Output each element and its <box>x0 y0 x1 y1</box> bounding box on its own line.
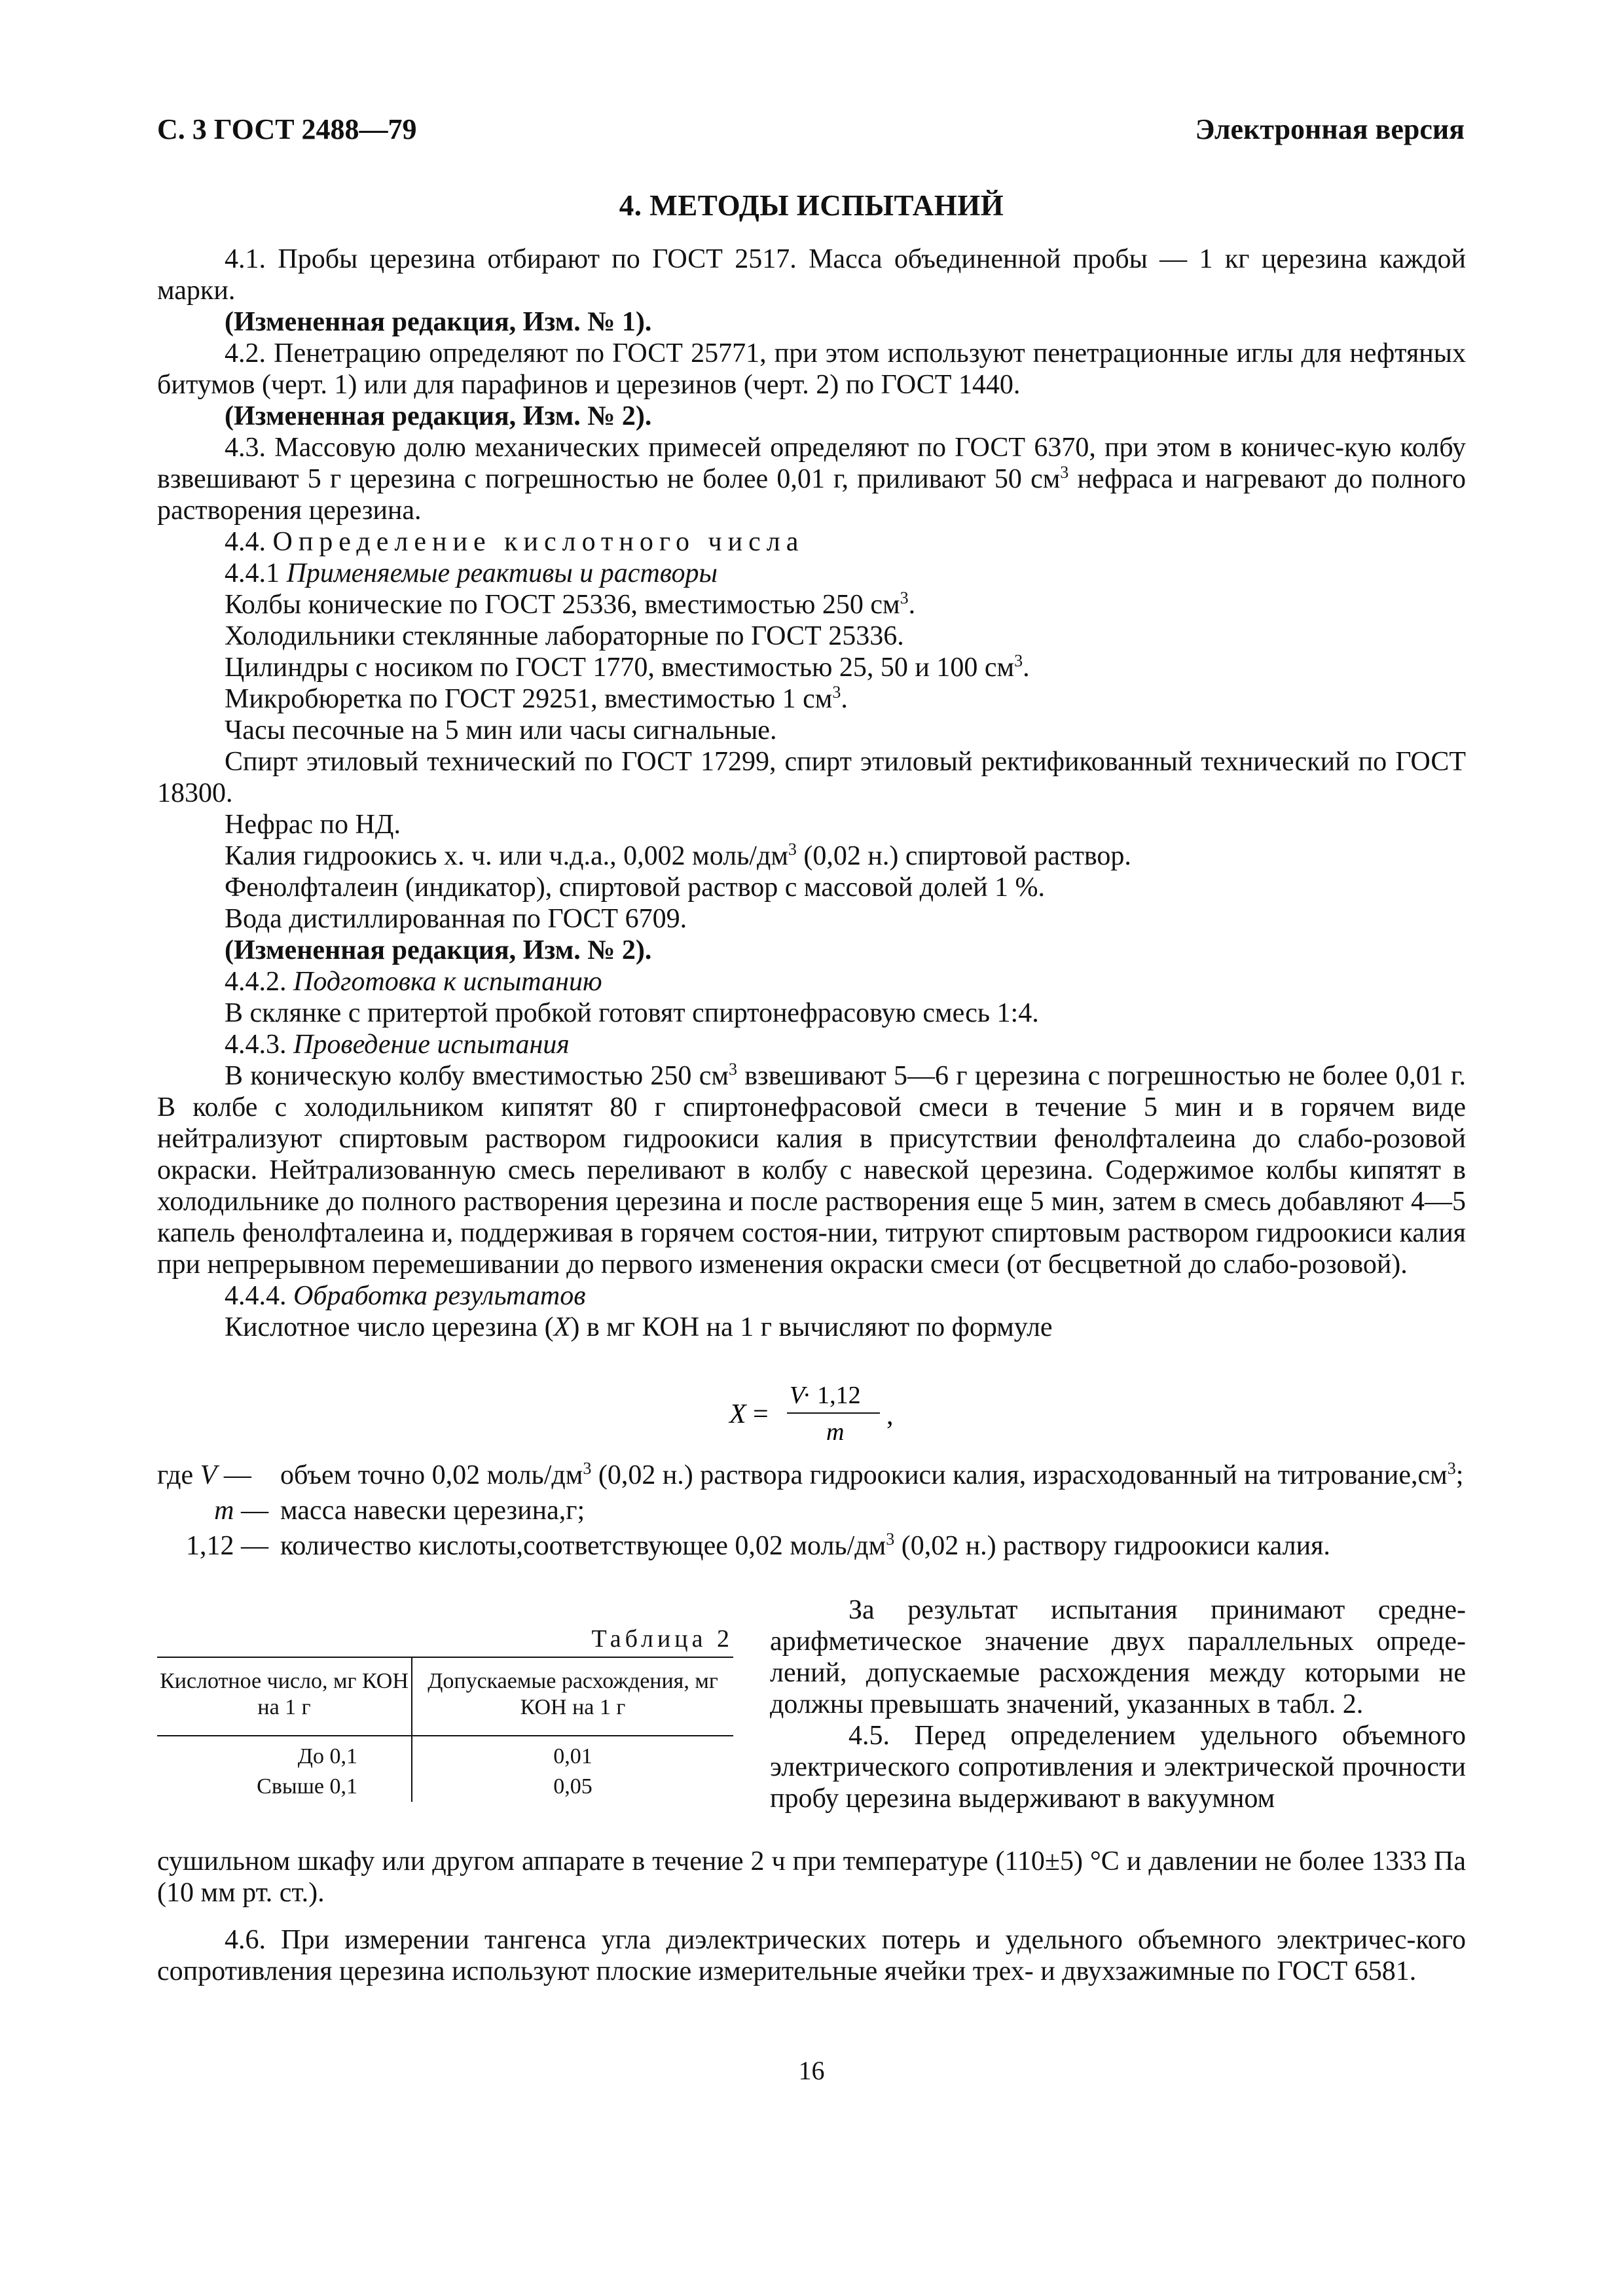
var-x: X <box>553 1312 571 1342</box>
result-column <box>770 1594 1466 1814</box>
para-4-4-2-title: Подготовка к испытанию <box>293 967 602 997</box>
para-4-4-3-num: 4.4.3. <box>225 1030 293 1060</box>
formula-equals: = <box>753 1399 769 1429</box>
para-4-4-4-num: 4.4.4. <box>225 1281 293 1311</box>
period: . <box>841 684 848 714</box>
para-4-5-b: сушильном шкафу или другом аппарате в течение 2 ч при температуре (110±5) °С и давлении не более 1333 Па (10 мм рт. ст.). <box>157 1846 1466 1908</box>
superscript: 3 <box>728 1060 737 1079</box>
para-4-1: 4.1. Пробы церезина отбирают по ГОСТ 2517. Масса объединенной пробы — 1 кг церезина каждой марки. <box>157 244 1466 306</box>
table-2 <box>157 1657 733 1802</box>
legend-v-symbol <box>157 1460 268 1491</box>
para-4-4-3-b: взвешивают 5—6 г церезина с погрешностью не более 0,01 г. В колбе с холодильником кипятят 80 г спиртонефрасовой смеси в течение 5 мин и в горячем виде нейтрализуют спиртовым раствором гидроокиси калия в присутствии фенолфталеина до слабо-розовой окраски. Нейтрализованную смесь переливают в колбу с навеской церезина. Содержимое колбы кипятят в холодильнике до полного растворения церезина и после растворения еще 5 мин, затем в смесь добавляют 4—5 капель фенолфталеина и, поддерживая в горячем состоя-нии, титруют спиртовым раствором гидроокиси калия при непрерывном перемешивании до первого изменения окраски смеси (от бесцветной до слабо-розовой). <box>157 1061 1466 1280</box>
para-4-4-3-a: В коническую колбу вместимостью 250 см <box>225 1061 729 1091</box>
header-doc-ref: С. 3 ГОСТ 2488—79 <box>157 113 417 145</box>
para-4-4 <box>157 526 1466 558</box>
formula-numerator: · 1,12 <box>803 1382 861 1409</box>
legend-v-a: объем точно 0,02 моль/дм <box>280 1460 583 1490</box>
superscript: 3 <box>832 683 841 702</box>
table-cell: 0,05 <box>412 1772 733 1802</box>
para-4-4-4 <box>157 1280 1466 1312</box>
reagent-nefras: Нефрас по НД. <box>225 810 401 840</box>
section-title: 4. МЕТОДЫ ИСПЫТАНИЙ <box>619 189 1004 222</box>
page-number: 16 <box>798 2056 825 2085</box>
legend-symbol-112: 1,12 <box>186 1531 234 1561</box>
reagent-clock: Часы песочные на 5 мин или часы сигнальные. <box>225 715 777 745</box>
table-cell: До 0,1 <box>297 1744 357 1768</box>
reagent-flasks <box>157 589 1466 620</box>
legend-symbol-m: m <box>214 1496 234 1526</box>
para-4-4-4-b: ) в мг КОН на 1 г вычисляют по формуле <box>570 1312 1053 1342</box>
legend-m <box>157 1495 1466 1526</box>
para-4-4-3-text <box>157 1060 1466 1280</box>
table-header-acid-number: Кислотное число, мг КОН на 1 г <box>157 1657 412 1736</box>
legend-v <box>157 1460 1466 1491</box>
formula-numerator-v: V <box>790 1382 805 1409</box>
reagent-condensers: Холодильники стеклянные лабораторные по ГОСТ 25336. <box>225 621 904 651</box>
table-cell: Свыше 0,1 <box>257 1774 357 1799</box>
para-4-4-2-num: 4.4.2. <box>225 967 293 997</box>
reagent-flasks-text: Колбы конические по ГОСТ 25336, вместимостью 250 см <box>225 590 900 620</box>
period: . <box>1023 653 1030 683</box>
header-version: Электронная версия <box>1195 113 1465 145</box>
formula-lhs: X <box>729 1399 746 1429</box>
legend-symbol-v: V <box>200 1460 217 1490</box>
legend-112-b: (0,02 н.) раствору гидроокиси калия. <box>894 1531 1330 1561</box>
reagent-microburette <box>157 683 1466 715</box>
legend-dash: — <box>234 1496 268 1526</box>
table-row <box>157 1772 733 1802</box>
legend-112-text <box>280 1530 1466 1562</box>
table-2-caption: Таблица 2 <box>591 1625 733 1653</box>
formula-denominator: m <box>826 1418 845 1446</box>
reagent-cylinders <box>157 652 1466 683</box>
para-4-4-1 <box>157 558 1466 589</box>
para-4-4-2-text: В склянке с притертой пробкой готовят спиртонефрасовую смесь 1:4. <box>225 998 1039 1028</box>
main-text-block <box>157 243 1466 1343</box>
table-row <box>157 1736 733 1772</box>
formula-comma: , <box>886 1401 894 1431</box>
para-4-4-3 <box>157 1029 1466 1060</box>
legend-m-symbol <box>157 1495 280 1526</box>
para-4-3-b: нефраса и нагревают до полного растворения церезина. <box>157 464 1467 526</box>
legend-v-c: ; <box>1455 1460 1464 1490</box>
legend-112-symbol <box>157 1530 280 1562</box>
para-4-5-a: 4.5. Перед определением удельного объемного электрического сопротивления и электрической прочности пробу церезина выдерживают в вакуумном <box>770 1721 1466 1814</box>
para-4-4-2 <box>157 966 1466 997</box>
superscript: 3 <box>1060 463 1069 482</box>
para-4-4-4-title: Обработка результатов <box>293 1281 586 1311</box>
legend-dash: — <box>217 1460 251 1490</box>
para-4-3 <box>157 432 1466 526</box>
table-cell: 0,01 <box>412 1736 733 1772</box>
para-4-2: 4.2. Пенетрацию определяют по ГОСТ 25771, при этом используют пенетрационные иглы для нефтяных битумов (черт. 1) или для парафинов и церезинов (черт. 2) по ГОСТ 1440. <box>157 338 1466 400</box>
table-header-row <box>157 1657 733 1736</box>
acid-number-formula <box>725 1377 922 1449</box>
para-4-4-3-title: Проведение испытания <box>293 1030 570 1060</box>
para-4-3-a: 4.3. Массовую долю механических примесей определяют по ГОСТ 6370, при этом в коничес-кую колбу взвешивают 5 г церезина с погрешностью не более 0,01 г, приливают 50 см <box>157 433 1466 494</box>
reagent-koh-b: (0,02 н.) спиртовой раствор. <box>796 841 1131 871</box>
formula-legend <box>157 1460 1466 1562</box>
para-4-4-4-a: Кислотное число церезина ( <box>225 1312 554 1342</box>
legend-112 <box>157 1530 1466 1562</box>
legend-112-a: количество кислоты,соответствующее 0,02 моль/дм <box>280 1531 886 1561</box>
legend-dash: — <box>234 1531 268 1561</box>
para-4-4-title: Определение кислотного числа <box>272 527 805 557</box>
legend-where: где <box>157 1460 200 1490</box>
revision-note-2: (Измененная редакция, Изм. № 2). <box>225 401 652 431</box>
reagent-koh-a: Калия гидроокись х. ч. или ч.д.а., 0,002 моль/дм <box>225 841 788 871</box>
table-header-tolerance: Допускаемые расхождения, мг КОН на 1 г <box>412 1657 733 1736</box>
superscript: 3 <box>1014 651 1023 670</box>
reagent-phenolphthalein: Фенолфталеин (индикатор), спиртовой раствор с массовой долей 1 %. <box>225 872 1046 903</box>
para-4-6: 4.6. При измерении тангенса угла диэлектрических потерь и удельного объемного электричес-кого сопротивления церезина используют плоские измерительные ячейки трех- и двухзажимные по ГОСТ 6581. <box>157 1925 1466 1986</box>
legend-v-text <box>268 1460 1466 1491</box>
superscript: 3 <box>900 588 909 607</box>
superscript: 3 <box>583 1459 592 1478</box>
para-4-4-num: 4.4. <box>225 527 273 557</box>
superscript: 3 <box>788 840 797 859</box>
closing-text-block <box>157 1846 1466 1987</box>
reagent-microburette-text: Микробюретка по ГОСТ 29251, вместимостью 1 см <box>225 684 833 714</box>
para-4-4-4-text <box>157 1312 1466 1343</box>
revision-note-1: (Измененная редакция, Изм. № 1). <box>225 307 652 337</box>
period: . <box>908 590 916 620</box>
revision-note-3: (Измененная редакция, Изм. № 2). <box>225 935 652 965</box>
reagent-spirit: Спирт этиловый технический по ГОСТ 17299, спирт этиловый ректификованный технический по ГОСТ 18300. <box>157 747 1466 808</box>
reagent-cylinders-text: Цилиндры с носиком по ГОСТ 1770, вместимостью 25, 50 и 100 см <box>225 653 1015 683</box>
reagent-koh <box>157 840 1466 872</box>
para-4-4-1-title: Применяемые реактивы и растворы <box>286 558 718 588</box>
para-4-4-1-num: 4.4.1 <box>225 558 287 588</box>
result-text: За результат испытания принимают средне-арифметическое значение двух параллельных опреде-лений, допускаемые расхождения между которыми не должны превышать значений, указанных в табл. 2. <box>770 1595 1466 1719</box>
superscript: 3 <box>886 1530 895 1549</box>
legend-v-b: (0,02 н.) раствора гидроокиси калия, израсходованный на титрование,см <box>591 1460 1448 1490</box>
legend-m-text: масса навески церезина,г; <box>280 1496 585 1526</box>
superscript: 3 <box>1447 1459 1456 1478</box>
reagent-water: Вода дистиллированная по ГОСТ 6709. <box>225 904 687 934</box>
